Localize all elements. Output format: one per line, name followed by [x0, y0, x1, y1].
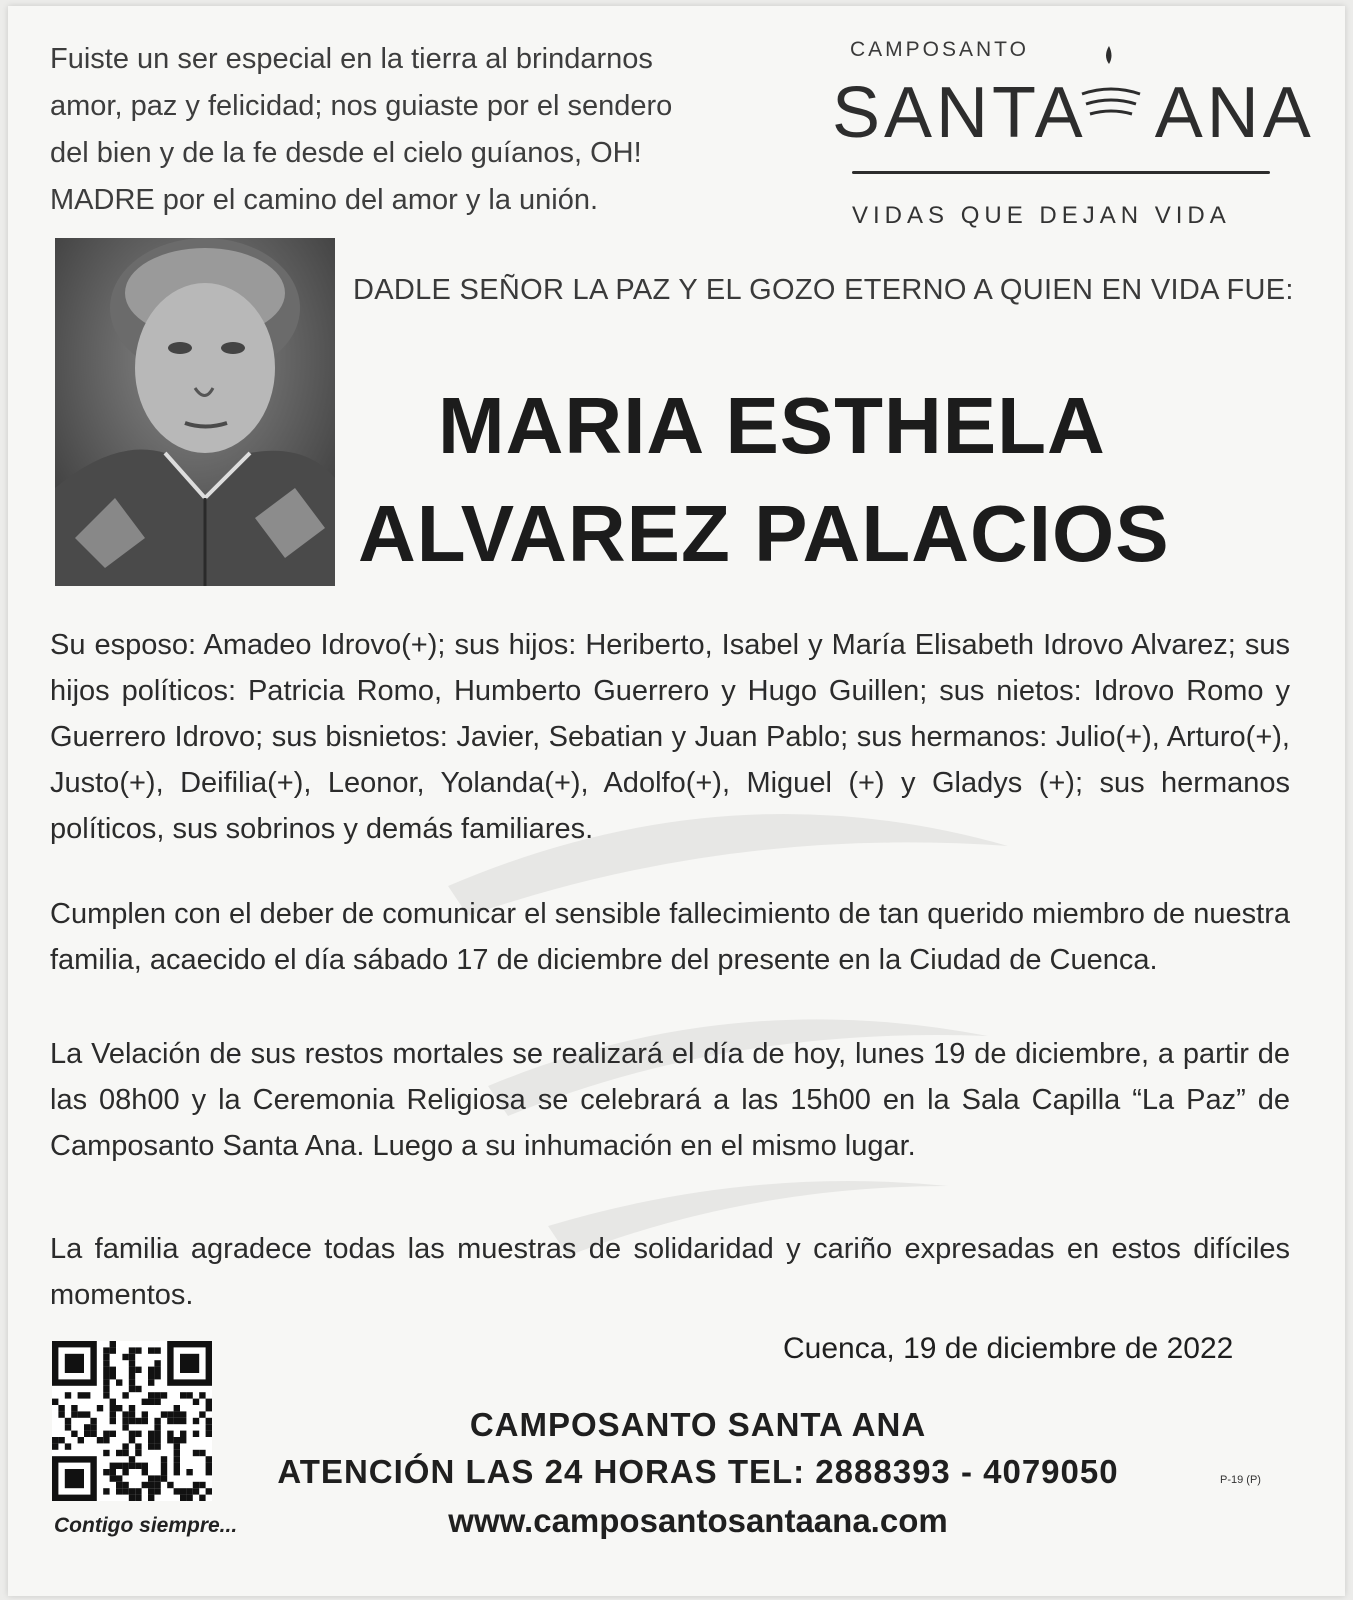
thanks-paragraph: La familia agradece todas las muestras de solidaridad y cariño expresadas en estos difíciles momentos.: [50, 1233, 1290, 1311]
watermark-swirl-icon: [428, 786, 1028, 1266]
memorial-verse: Fuiste un ser especial en la tierra al brindarnos amor, paz y felicidad; nos guiaste por el sendero del bien y de la fe desde el cielo guíanos, OH! MADRE por el camino del amor y la unión.: [50, 43, 673, 216]
family-paragraph: Su esposo: Amadeo Idrovo(+); sus hijos: Heriberto, Isabel y María Elisabeth Idrovo Alvarez; sus hijos políticos: Patricia Romo, Humberto Guerrero y Hugo Guillen; sus nietos: Idrovo Romo y Guerrero Idrovo; sus bisnietos: Javier, Sebatian y Juan Pablo; sus hermanos: Julio(+), Arturo(+), Justo(+), Deifilia(+), Leonor, Yolanda(+), Adolfo(+), Miguel (+) y Gladys (+); sus hermanos políticos, sus sobrinos y demás familiares.: [50, 629, 1290, 845]
footer-phone: ATENCIÓN LAS 24 HORAS TEL: 2888393 - 4079050: [277, 1453, 1119, 1490]
logo-name-left: SANTA: [832, 73, 1087, 153]
deceased-surnames: ALVAREZ PALACIOS: [358, 489, 1170, 578]
logo-name: [832, 72, 1315, 154]
flame-emblem-icon: [1076, 42, 1146, 132]
wake-paragraph: La Velación de sus restos mortales se realizará el día de hoy, lunes 19 de diciembre, a partir de las 08h00 y la Ceremonia Religiosa se celebrará a las 15h00 en la Sala Capilla “La Paz” de Camposanto Santa Ana. Luego a su inhumación en el mismo lugar.: [50, 1038, 1290, 1162]
footer-company: CAMPOSANTO SANTA ANA: [469, 1406, 927, 1443]
qr-caption: Contigo siempre...: [54, 1514, 238, 1537]
prayer-heading: DADLE SEÑOR LA PAZ Y EL GOZO ETERNO A QUIEN EN VIDA FUE:: [353, 274, 1294, 306]
logo-divider: [852, 171, 1270, 174]
obituary-card: [8, 6, 1345, 1596]
logo-name-right: ANA: [1154, 73, 1315, 153]
print-code: P-19 (P): [1220, 1474, 1261, 1486]
deceased-first-names: MARIA ESTHELA: [438, 381, 1106, 470]
logo-tagline: VIDAS QUE DEJAN VIDA: [852, 202, 1231, 229]
logo-camposanto-label: CAMPOSANTO: [850, 38, 1029, 61]
footer-website[interactable]: www.camposantosantaana.com: [448, 1502, 948, 1539]
announcement-paragraph: Cumplen con el deber de comunicar el sensible fallecimiento de tan querido miembro de nuestra familia, acaecido el día sábado 17 de diciembre del presente en la Ciudad de Cuenca.: [50, 898, 1290, 976]
issue-date: Cuenca, 19 de diciembre de 2022: [783, 1332, 1234, 1365]
qr-code-icon[interactable]: [52, 1341, 212, 1501]
deceased-photo: [55, 238, 335, 586]
portrait-image: [55, 238, 335, 586]
